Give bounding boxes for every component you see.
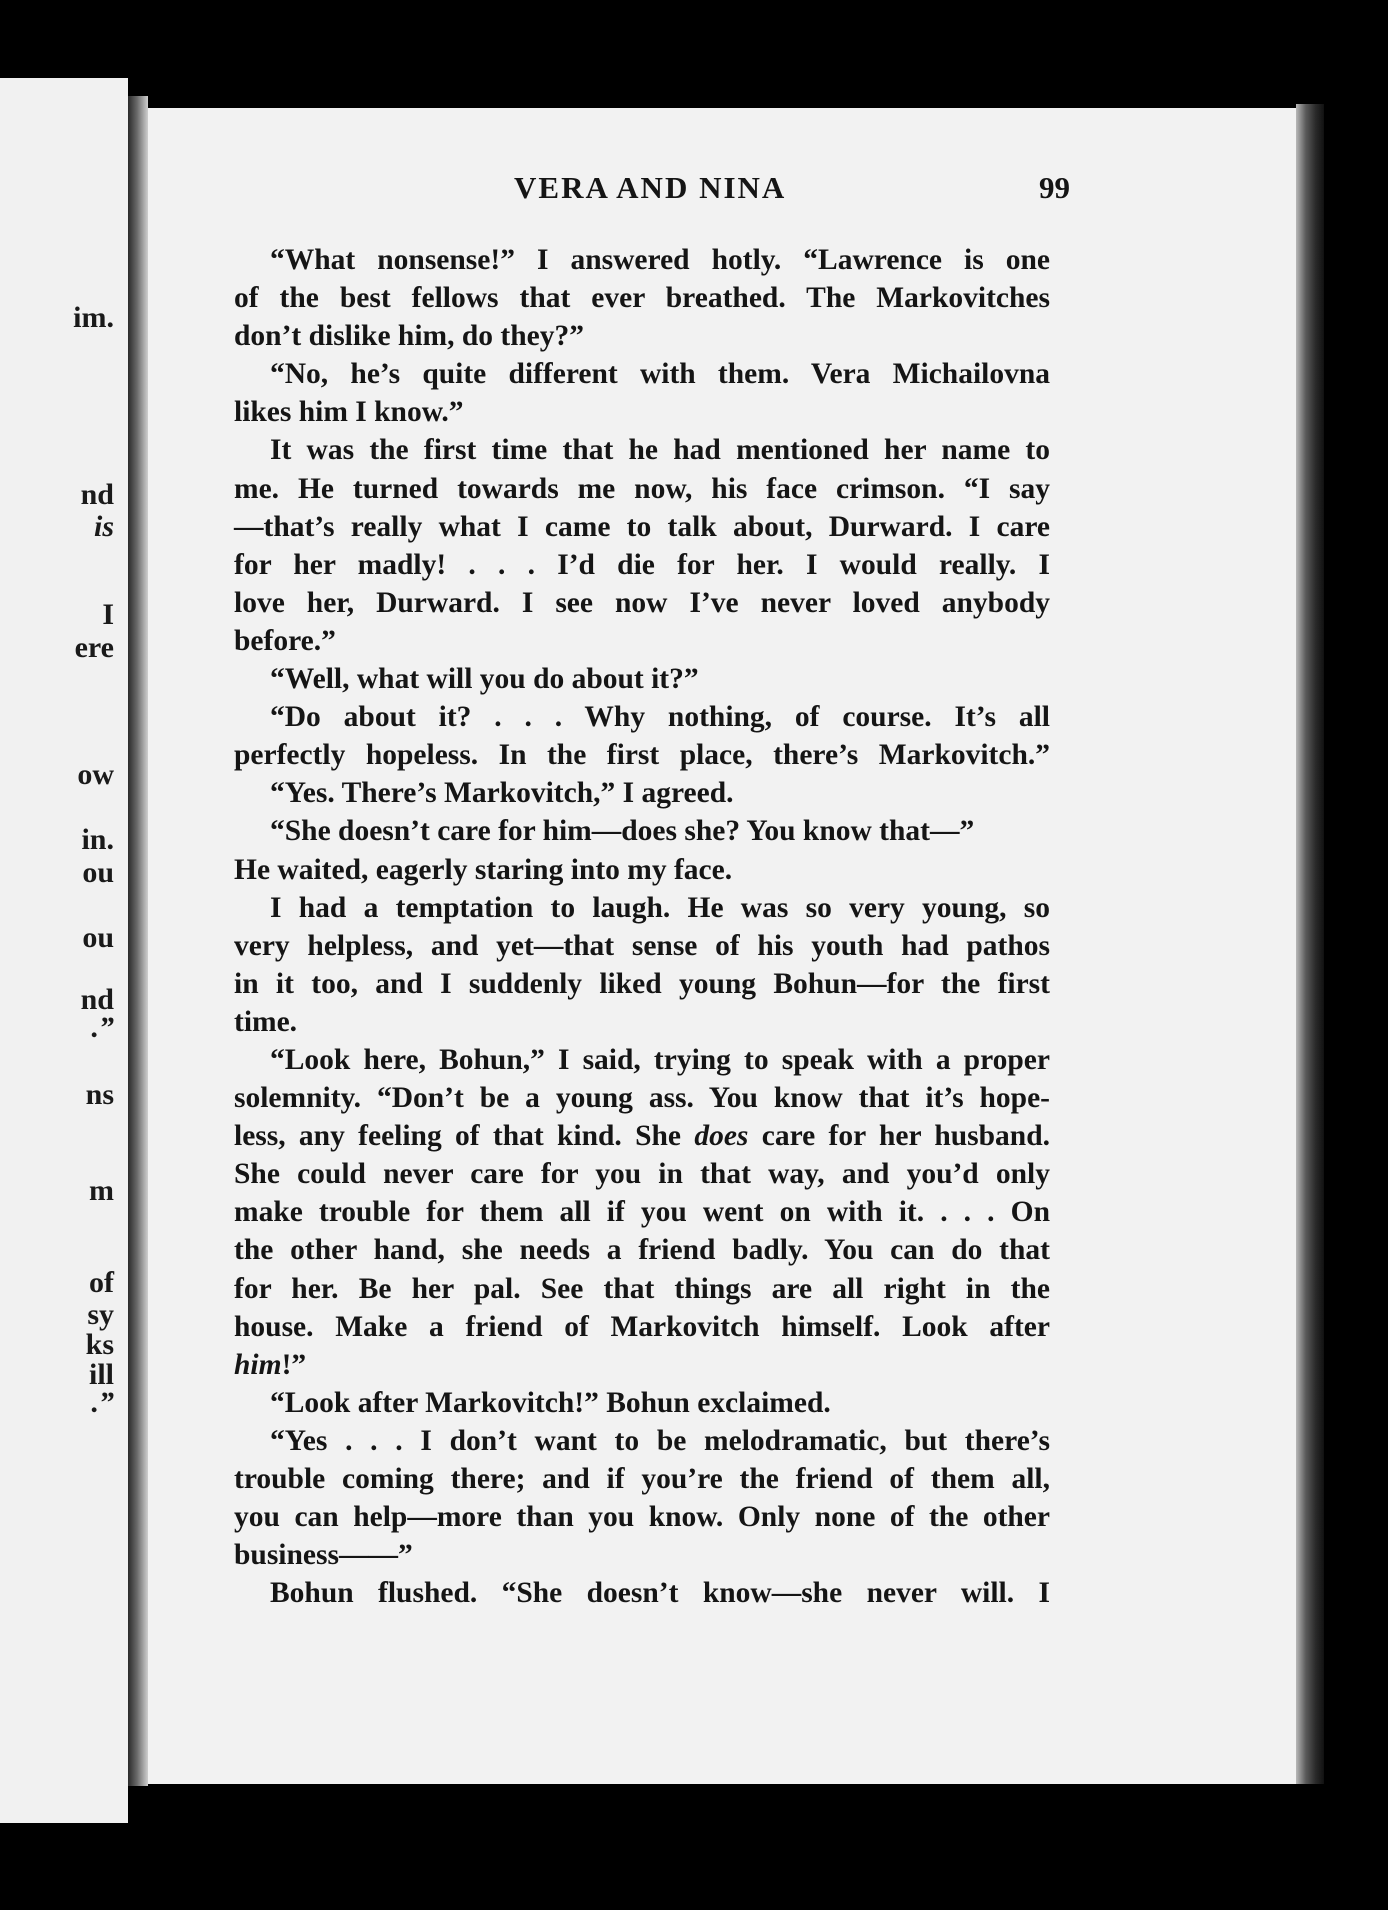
text-line: I had a temptation to laugh. He was so very young, so	[270, 891, 1050, 924]
text-line: for her. Be her pal. See that things are all right in the	[234, 1272, 1050, 1305]
text-line: “No, he’s quite different with them. Vera Michailovna	[270, 358, 1050, 391]
text-line: Bohun flushed. “She doesn’t know—she never will. I	[270, 1577, 1050, 1610]
text-line: “What nonsense!” I answered hotly. “Lawrence is one	[270, 244, 1050, 276]
text-line: She could never care for you in that way, and you’d only	[234, 1158, 1050, 1191]
text-line: He waited, eagerly staring into my face.	[234, 853, 733, 886]
left-page-fragment: ks	[85, 1328, 114, 1361]
text-line: It was the first time that he had mentioned her name to	[270, 434, 1050, 467]
left-page-fragment: I	[102, 598, 114, 631]
text-line: “Look here, Bohun,” I said, trying to speak with a proper	[270, 1043, 1050, 1076]
text-line: before.”	[234, 624, 336, 657]
left-page-fragment: ns	[85, 1078, 114, 1111]
text-line: house. Make a friend of Markovitch himself. Look after	[234, 1310, 1050, 1343]
text-line: “Yes. There’s Markovitch,” I agreed.	[270, 777, 734, 810]
text-line: very helpless, and yet—that sense of his youth had pathos	[234, 929, 1050, 962]
text-line: of the best fellows that ever breathed. The Markovitches	[234, 282, 1050, 315]
text-line: “She doesn’t care for him—does she? You know that—”	[270, 815, 975, 848]
page-stack-edge	[1296, 104, 1324, 1784]
text-line: make trouble for them all if you went on with it. . . . On	[234, 1196, 1050, 1229]
text-line: time.	[234, 1005, 298, 1038]
body-text	[234, 241, 1050, 1612]
text-line: —that’s really what I came to talk about, Durward. I care	[234, 510, 1050, 543]
text-line: “Yes . . . I don’t want to be melodramatic, but there’s	[270, 1424, 1050, 1457]
text-line: don’t dislike him, do they?”	[234, 320, 584, 353]
left-page-fragment: ill	[88, 1358, 114, 1391]
text-line: “Look after Markovitch!” Bohun exclaimed.	[270, 1386, 831, 1419]
emphasized-word: him	[234, 1348, 282, 1381]
book-gutter-shadow	[128, 96, 148, 1786]
left-page-fragment: ow	[77, 758, 114, 791]
text-line: him!”	[234, 1348, 307, 1381]
left-page-fragment: of	[89, 1266, 114, 1299]
text-line: “Well, what will you do about it?”	[270, 663, 699, 696]
left-page-fragment: ou	[82, 856, 114, 889]
text-line: likes him I know.”	[234, 396, 464, 429]
left-page-fragment: ou	[82, 921, 114, 954]
text-line: “Do about it? . . . Why nothing, of course. It’s all	[270, 701, 1050, 734]
emphasized-word: does	[694, 1120, 749, 1153]
left-page-fragment: ere	[74, 631, 114, 664]
text-line: trouble coming there; and if you’re the friend of them all,	[234, 1463, 1050, 1495]
text-line: for her madly! . . . I’d die for her. I would really. I	[234, 548, 1050, 581]
left-page-edge	[0, 78, 128, 1823]
left-page-fragment: .”	[91, 1011, 114, 1044]
left-page-fragment: .”	[91, 1386, 114, 1419]
left-page-fragment: nd	[80, 983, 114, 1016]
text-line: me. He turned towards me now, his face crimson. “I say	[234, 472, 1050, 505]
text-line: you can help—more than you know. Only none of the other	[234, 1501, 1050, 1534]
text-line: less, any feeling of that kind. She does care for her husband.	[234, 1120, 1050, 1153]
text-line: in it too, and I suddenly liked young Bohun—for the first	[234, 967, 1050, 1000]
page-number: 99	[1039, 170, 1070, 205]
right-page	[148, 108, 1298, 1784]
text-line: business——”	[234, 1539, 413, 1572]
left-page-fragment: in.	[81, 823, 114, 856]
left-page-fragment: nd	[80, 478, 114, 511]
text-line: solemnity. “Don’t be a young ass. You know that it’s hope-	[234, 1082, 1050, 1115]
left-page-fragment: is	[93, 510, 114, 543]
left-page-fragment: m	[89, 1174, 114, 1207]
running-title: VERA AND NINA	[514, 170, 787, 205]
left-page-fragment: sy	[87, 1298, 114, 1331]
text-line: love her, Durward. I see now I’ve never loved anybody	[234, 586, 1050, 619]
left-page-fragment: im.	[73, 301, 114, 334]
text-line: the other hand, she needs a friend badly. You can do that	[234, 1234, 1050, 1267]
text-line: perfectly hopeless. In the first place, there’s Markovitch.”	[234, 739, 1050, 772]
